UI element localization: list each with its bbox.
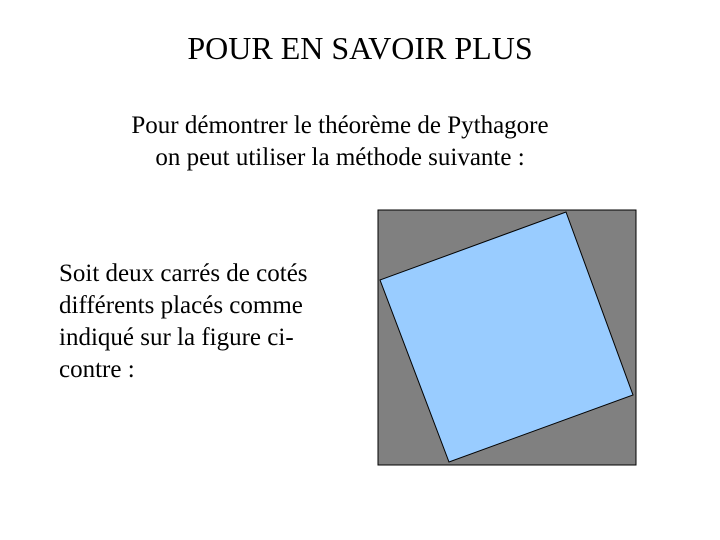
body-line-1: Soit deux carrés de cotés [59, 260, 308, 287]
intro-text [60, 110, 620, 174]
intro-line-2: on peut utiliser la méthode suivante : [155, 144, 525, 171]
body-line-3: indiqué sur la figure ci- [59, 324, 294, 351]
pythagoras-figure [376, 208, 640, 470]
slide-title: POUR EN SAVOIR PLUS [187, 30, 533, 66]
body-line-4: contre : [59, 356, 135, 383]
intro-line-1: Pour démontrer le théorème de Pythagore [131, 112, 549, 139]
body-text [59, 258, 359, 386]
body-line-2: différents placés comme [59, 292, 303, 319]
